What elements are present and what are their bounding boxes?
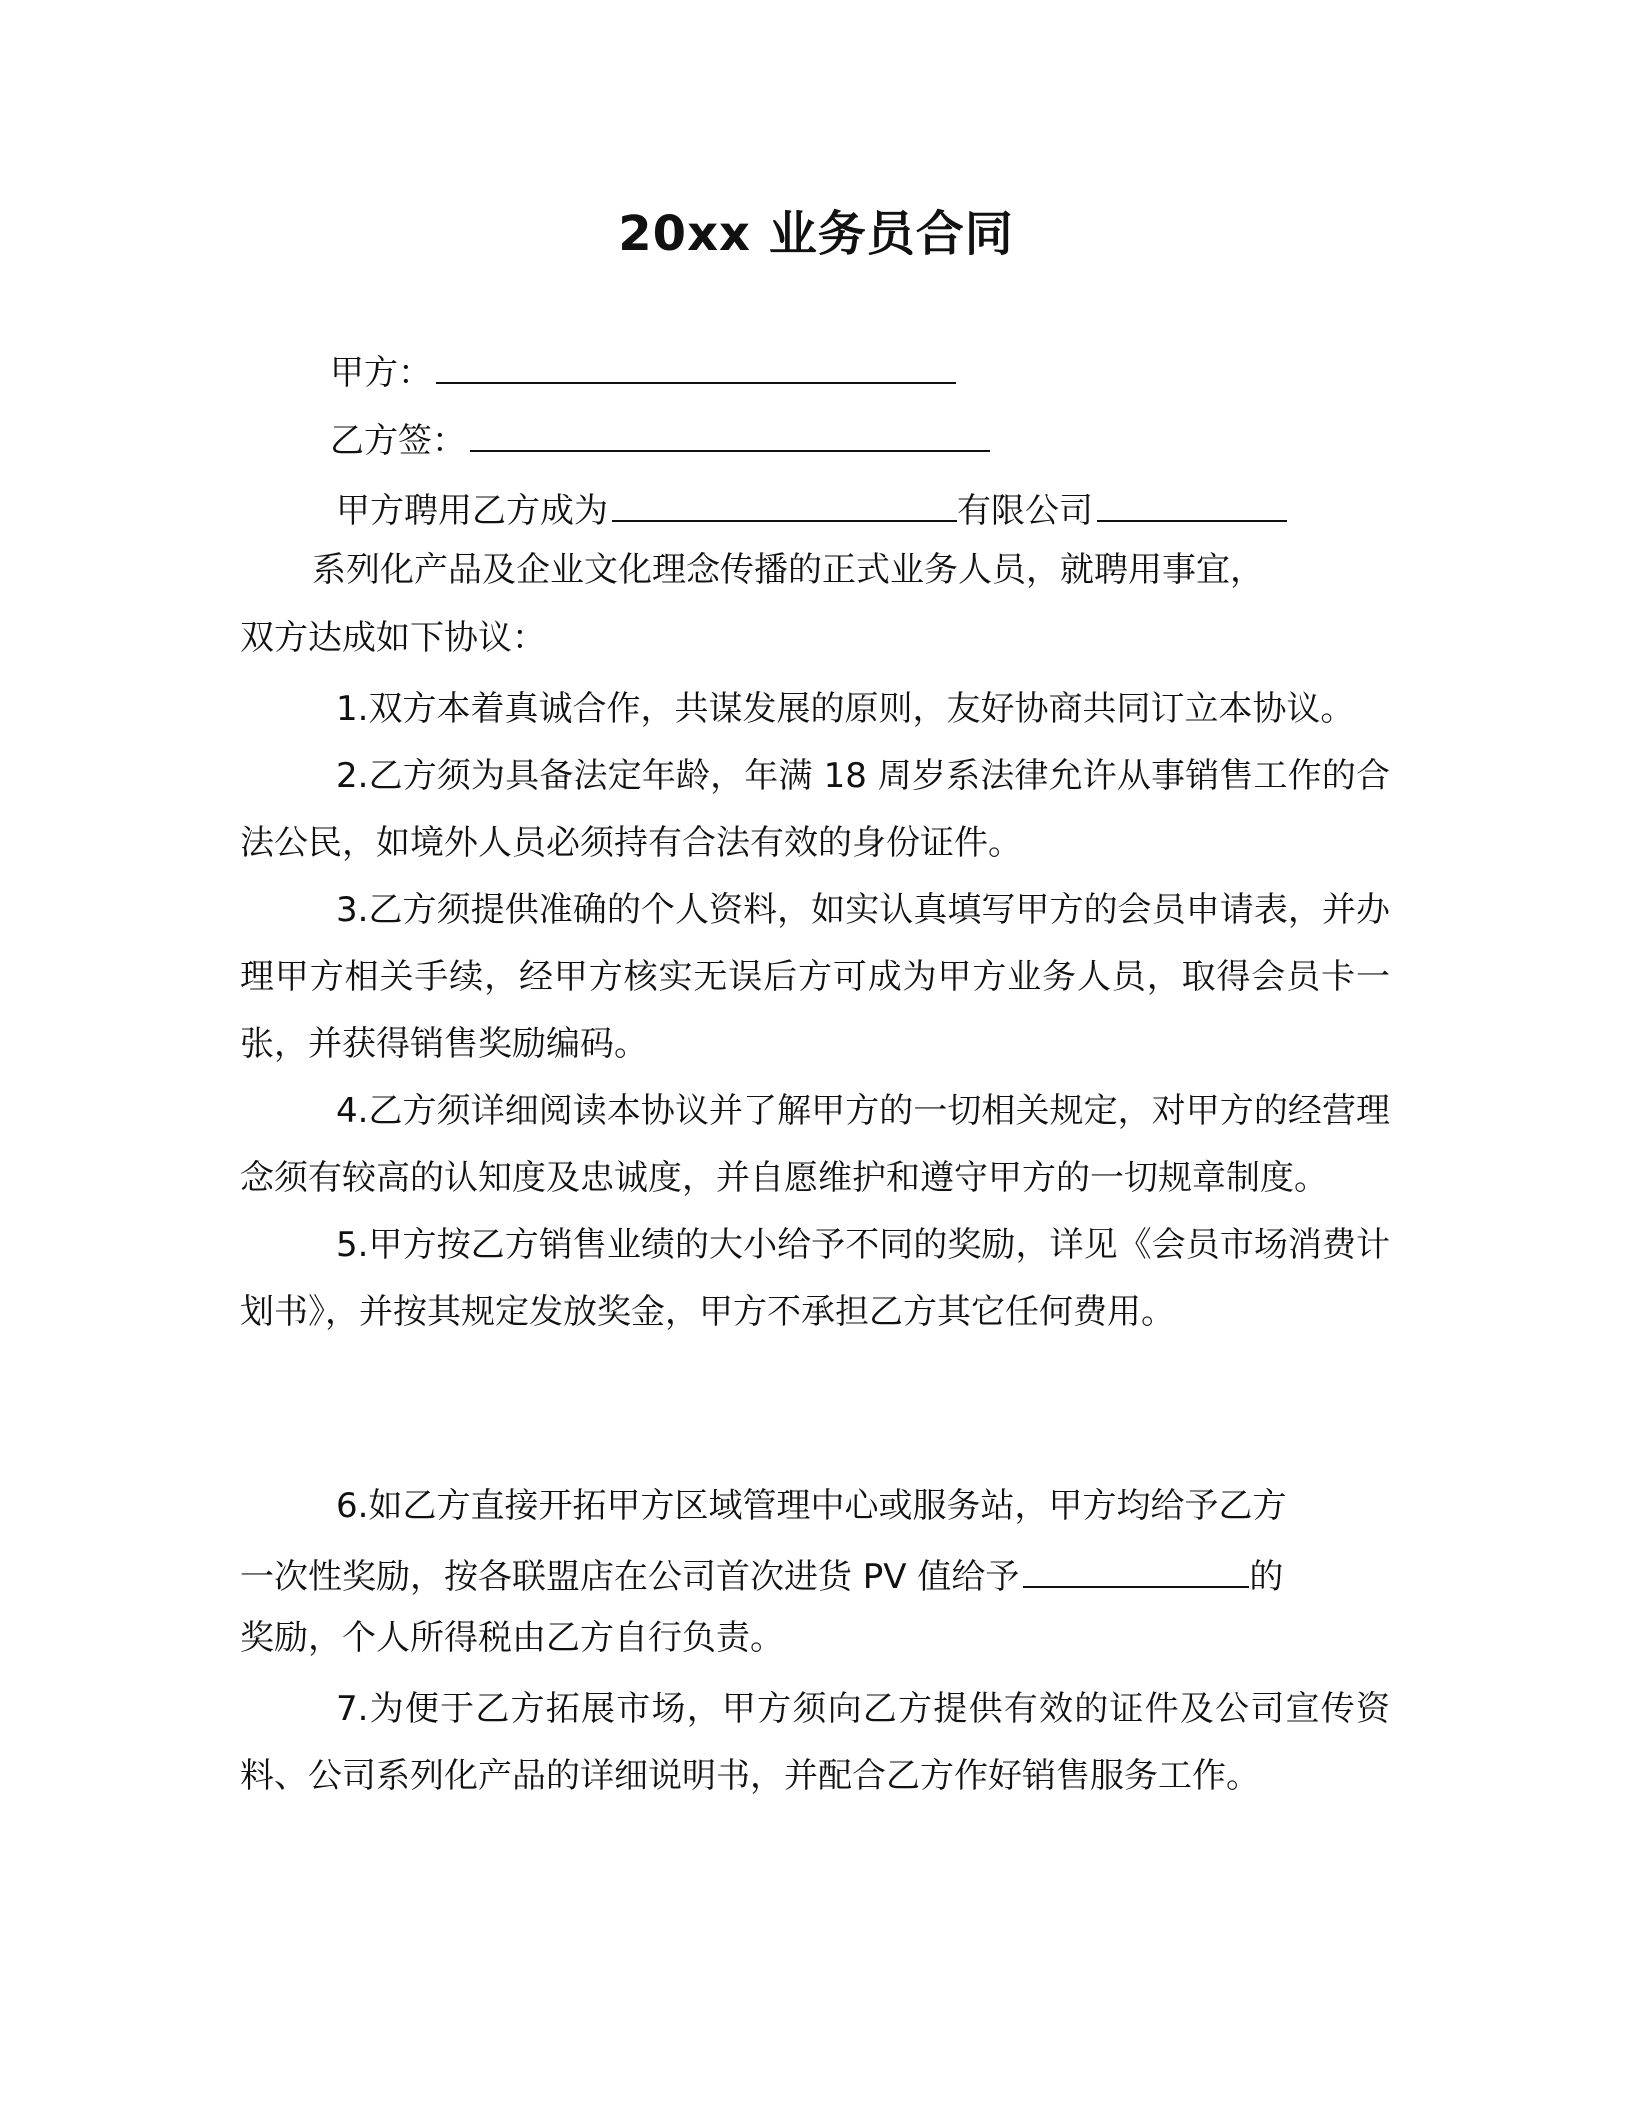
clause-2: 2.乙方须为具备法定年龄，年满 18 周岁系法律允许从事销售工作的合法公民，如境外人员必须持有合法有效的身份证件。 <box>240 756 1390 863</box>
clause-4: 4.乙方须详细阅读本协议并了解甲方的一切相关规定，对甲方的经营理念须有较高的认知度及忠诚度，并自愿维护和遵守甲方的一切规章制度。 <box>240 1091 1390 1198</box>
company-blank <box>612 486 957 522</box>
party-a-line <box>330 348 956 395</box>
clause-7-block <box>240 1676 1390 1810</box>
party-b-line <box>330 416 990 463</box>
intro-line-1 <box>336 486 1287 533</box>
clause-7: 7.为便于乙方拓展市场，甲方须向乙方提供有效的证件及公司宣传资料、公司系列化产品的详细说明书，并配合乙方作好销售服务工作。 <box>240 1689 1390 1796</box>
clauses-block <box>240 676 1390 1346</box>
contract-title: 20xx 业务员合同 <box>618 206 1014 262</box>
clause-3: 3.乙方须提供准确的个人资料，如实认真填写甲方的会员申请表，并办理甲方相关手续，经甲方核实无误后方可成为甲方业务人员，取得会员卡一张，并获得销售奖励编码。 <box>240 890 1390 1064</box>
clause-6-text-2a: 一次性奖励，按各联盟店在公司首次进货 PV 值给予 <box>240 1557 1020 1597</box>
intro-line-2: 系列化产品及企业文化理念传播的正式业务人员，就聘用事宜， <box>312 550 1264 590</box>
clause-5: 5.甲方按乙方销售业绩的大小给予不同的奖励，详见《会员市场消费计划书》，并按其规定发放奖金，甲方不承担乙方其它任何费用。 <box>240 1225 1390 1332</box>
clause-6-line-1: 6.如乙方直接开拓甲方区域管理中心或服务站，甲方均给予乙方 <box>336 1486 1287 1526</box>
party-a-label: 甲方： <box>330 353 432 393</box>
clause-6-line-2 <box>240 1552 1283 1599</box>
clause-6-line-3: 奖励，个人所得税由乙方自行负责。 <box>240 1618 784 1658</box>
reward-blank <box>1023 1552 1249 1588</box>
product-blank <box>1097 486 1287 522</box>
clause-6-text-2b: 的 <box>1249 1557 1284 1597</box>
intro-line-3: 双方达成如下协议： <box>240 618 546 658</box>
intro-text-1a: 甲方聘用乙方成为 <box>336 491 608 531</box>
intro-text-1b: 有限公司 <box>957 491 1093 531</box>
party-b-blank <box>470 416 990 452</box>
clause-1: 1.双方本着真诚合作，共谋发展的原则，友好协商共同订立本协议。 <box>336 689 1355 729</box>
party-a-blank <box>436 348 956 384</box>
party-b-label: 乙方签： <box>330 421 466 461</box>
